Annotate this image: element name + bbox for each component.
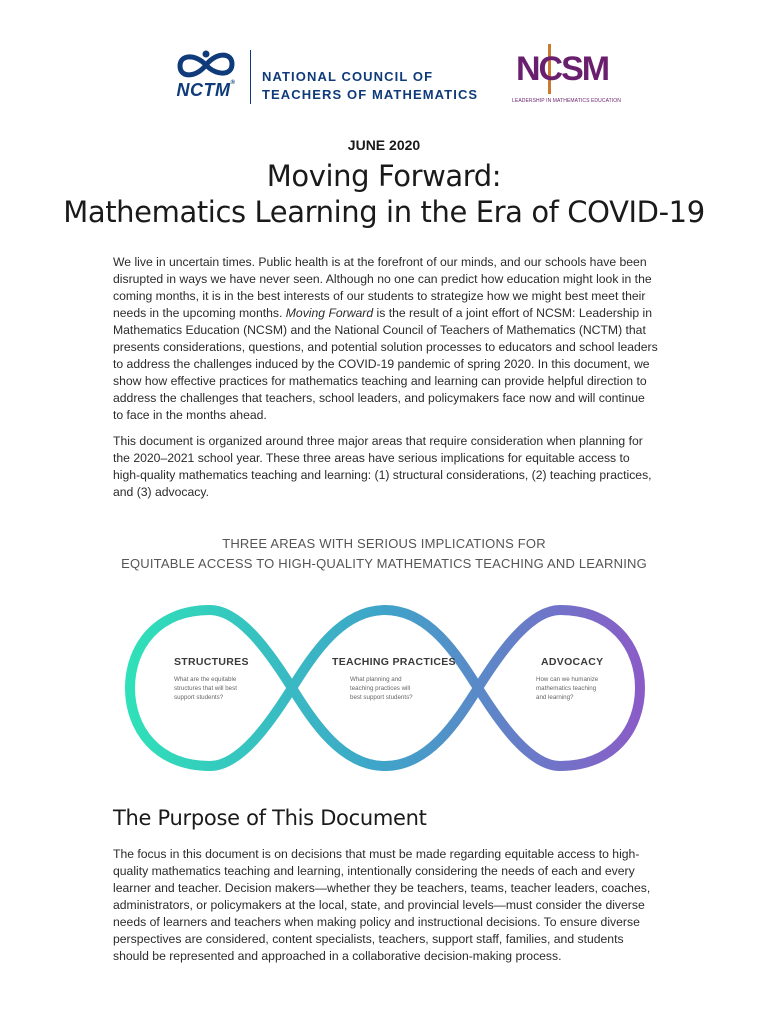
- nctm-name-line2: TEACHERS OF MATHEMATICS: [262, 87, 479, 102]
- nctm-full-name: [262, 68, 478, 104]
- purpose-section-title: The Purpose of This Document: [113, 806, 427, 830]
- nctm-logo: [170, 48, 242, 104]
- intro-part-2: is the result of a joint effort of NCSM: Leadership in Mathematics Education (NCSM) and the National Council of Teachers of Mathematics (NCTM) that presents considerations, questions, and potential solution processes to educators and school leaders to address the challenges induced by the COVID-19 pandemic of spring 2020. In this document, we show how effective practices for mathematics teaching and learning can provide helpful direction to address the challenges that teachers, school leaders, and policymakers face now and will continue to face in the months ahead.: [113, 306, 658, 422]
- area-question-structures: What are the equitable structures that will best support students?: [174, 676, 237, 701]
- intro-part-1: We live in uncertain times. Public health is at the forefront of our minds, and our schools have been disrupted in ways we have never seen. Although no one can predict how education might look in the coming months, it is in the best interests of our students to strategize how we might best meet their needs in the upcoming months.: [113, 255, 652, 320]
- area-question-advocacy: How can we humanize mathematics teaching and learning?: [536, 676, 599, 701]
- registered-mark: ®: [230, 80, 236, 86]
- area-label-advocacy: ADVOCACY: [541, 656, 604, 668]
- ncsm-wordmark: NCSM: [516, 50, 609, 88]
- nctm-infinity-icon: [170, 48, 242, 82]
- figure-heading: [0, 534, 768, 574]
- publication-date: JUNE 2020: [347, 137, 421, 153]
- area-question-teaching-practices: What planning and teaching practices will best support students?: [350, 676, 413, 701]
- figure-heading-line1: THREE AREAS WITH SERIOUS IMPLICATIONS FOR: [222, 536, 546, 551]
- intro-italic-title: Moving Forward: [285, 306, 374, 320]
- nctm-wordmark: [170, 80, 242, 101]
- nctm-abbrev: NCTM: [176, 80, 231, 100]
- purpose-paragraph: The focus in this document is on decisions that must be made regarding equitable access to high-quality mathematics teaching and learning, intentionally considering the needs of each and every learner and teacher. Decision makers—whether they be teachers, teams, teacher leaders, coaches, administrators, or policymakers at the local, state, and provincial levels—must consider the diverse needs of learners and teachers when making policy and instructional decisions. To ensure diverse perspectives are considered, content specialists, teachers, support staff, families, and students should be represented and approached in a collaborative decision-making process.: [113, 847, 651, 963]
- nctm-name-line1: NATIONAL COUNCIL OF: [262, 69, 434, 84]
- header: [0, 0, 768, 120]
- ncsm-tagline: LEADERSHIP IN MATHEMATICS EDUCATION: [512, 98, 621, 104]
- title-line-2: Mathematics Learning in the Era of COVID-19: [63, 195, 705, 229]
- logo-divider: [250, 50, 251, 104]
- three-areas-diagram: [120, 598, 650, 778]
- organization-paragraph: This document is organized around three major areas that require consideration when planning for the 2020–2021 school year. These three areas have serious implications for equitable access to high-quality mathematics teaching and learning: (1) structural considerations, (2) teaching practices, and (3) advocacy.: [113, 434, 652, 499]
- intro-paragraph: [113, 254, 658, 424]
- title-line-1: Moving Forward:: [266, 159, 502, 193]
- figure-heading-line2: EQUITABLE ACCESS TO HIGH-QUALITY MATHEMATICS TEACHING AND LEARNING: [121, 556, 647, 571]
- page-title: [0, 158, 768, 230]
- area-label-structures: STRUCTURES: [174, 656, 249, 668]
- area-label-teaching-practices: TEACHING PRACTICES: [332, 656, 456, 668]
- ncsm-logo: [512, 44, 621, 110]
